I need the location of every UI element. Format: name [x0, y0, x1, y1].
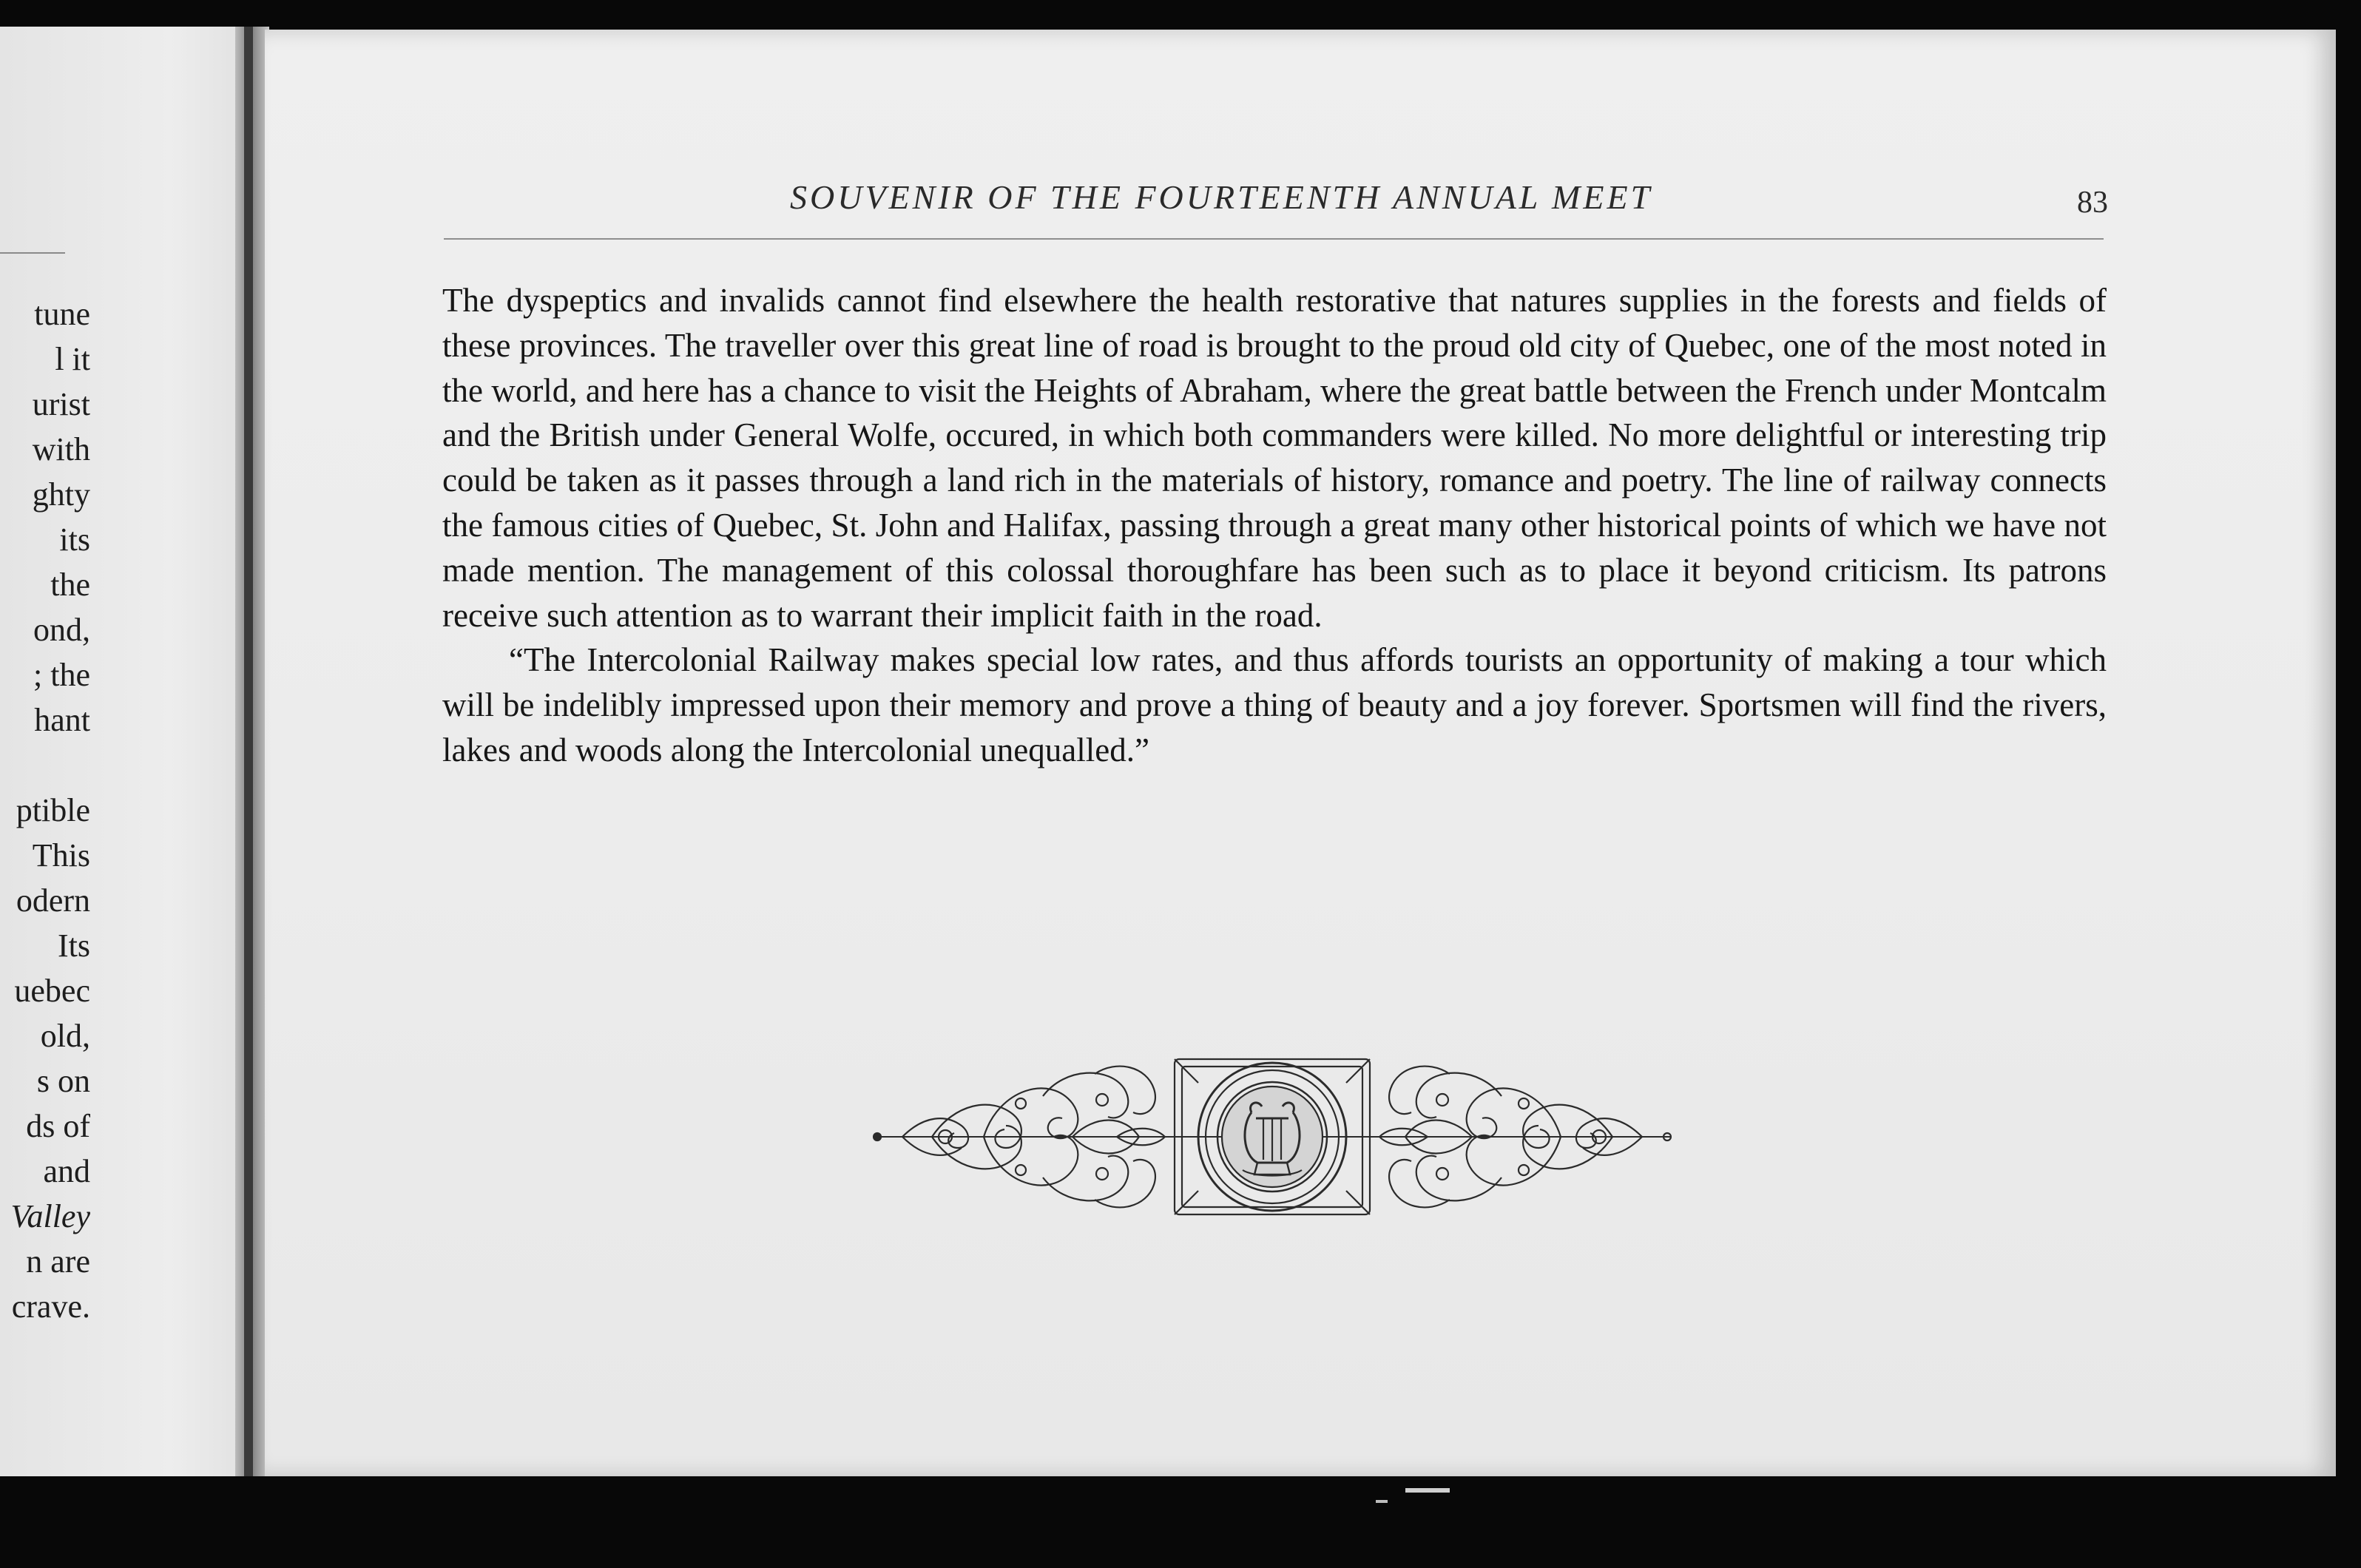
previous-page-line: ; the — [33, 657, 90, 693]
running-head — [444, 175, 2108, 226]
previous-page-text — [0, 291, 90, 1329]
previous-page-line — [0, 743, 90, 788]
previous-page-line: Valley — [10, 1198, 90, 1234]
previous-page-line: This — [32, 837, 90, 873]
lyre-medallion-scroll-ornament-icon — [873, 1044, 1672, 1229]
previous-page-line: with — [32, 431, 90, 467]
previous-page-line: urist — [32, 386, 90, 422]
book-binding — [244, 27, 253, 1476]
previous-page-fragment — [0, 27, 244, 1476]
previous-page-line: odern — [16, 882, 90, 919]
previous-page-line: ptible — [16, 792, 90, 828]
previous-page-line: s on — [36, 1063, 90, 1099]
previous-page-line: ond, — [33, 612, 90, 648]
paragraph-intercolonial-quote: “The Intercolonial Railway makes special low rates, and thus affords tourists an opportunity of making a tour which will be indelibly impressed upon their memory and prove a thing of beauty and a joy forever. Sportsmen will find the rivers, lakes and woods along the Intercolonial unequalled.” — [442, 641, 2107, 768]
previous-page-line: crave. — [11, 1288, 90, 1325]
previous-page-line: n are — [26, 1243, 90, 1280]
page-body — [442, 278, 2107, 773]
previous-page-line: hant — [34, 702, 90, 738]
running-title: SOUVENIR OF THE FOURTEENTH ANNUAL MEET — [790, 178, 1653, 216]
header-rule — [444, 238, 2104, 240]
previous-page-rule — [0, 252, 65, 254]
previous-page-line: tune — [34, 296, 90, 332]
scan-artifact — [1376, 1500, 1388, 1503]
previous-page-line: uebec — [14, 973, 90, 1009]
previous-page-line: l it — [55, 341, 90, 377]
previous-page-line: and — [43, 1153, 90, 1189]
page-number: 83 — [2077, 186, 2108, 220]
previous-page-line: the — [50, 567, 90, 603]
previous-page-line: its — [59, 521, 90, 558]
previous-page-line: old, — [40, 1018, 90, 1054]
scan-artifact — [1405, 1488, 1450, 1493]
previous-page-line: Its — [58, 927, 90, 964]
paragraph-railway-description: The dyspeptics and invalids cannot find elsewhere the health restorative that natures supplies in the forests and fields of these provinces. The traveller over this great line of road is brought to the proud old city of Quebec, one of the most noted in the world, and here has a chance to visit the Heights of Abraham, where the great battle between the French under Montcalm and the British under General Wolfe, occured, in which both commanders were killed. No more delightful or interesting trip could be taken as it passes through a land rich in the materials of history, romance and poetry. The line of railway connects the famous cities of Quebec, St. John and Halifax, passing through a great many other historical points of which we have not made mention. The management of this colossal thoroughfare has been such as to place it beyond criticism. Its patrons receive such attention as to warrant their implicit faith in the road. — [442, 282, 2107, 634]
previous-page-line: ds of — [26, 1108, 90, 1144]
previous-page-line: ghty — [32, 476, 90, 513]
